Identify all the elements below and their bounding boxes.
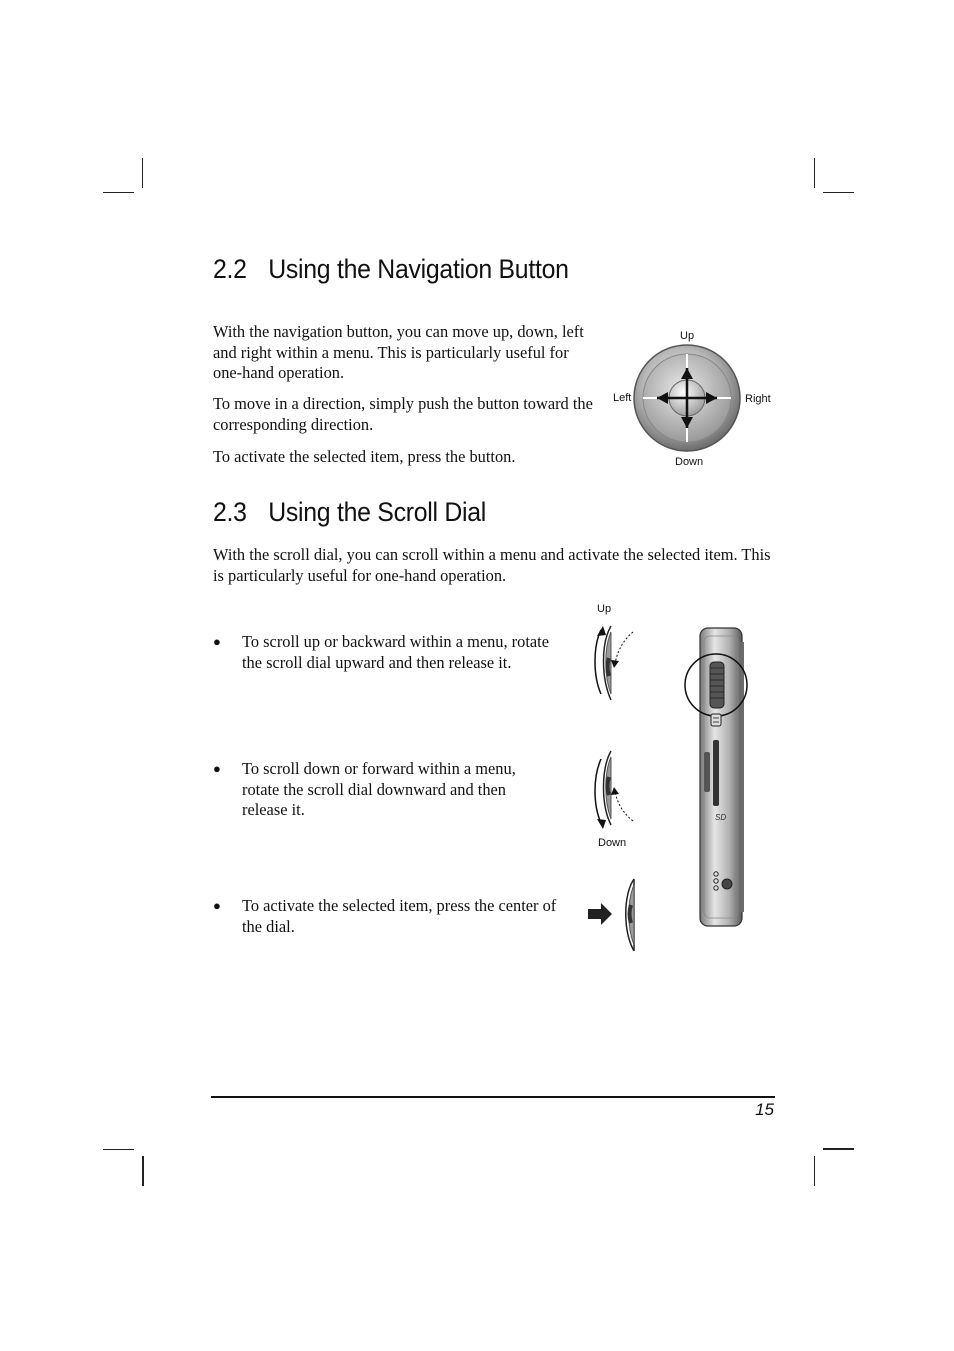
nav-label-down: Down xyxy=(675,456,704,468)
section-heading-scroll-dial xyxy=(213,497,486,528)
crop-mark xyxy=(103,1149,134,1150)
scroll-dial-press-illustration xyxy=(585,875,645,955)
nav-label-right: Right xyxy=(745,393,771,405)
nav-label-left: Left xyxy=(613,392,632,404)
nav-label-up: Up xyxy=(680,330,695,342)
section-number: 2.2 xyxy=(213,254,247,284)
bullet-glyph: ● xyxy=(213,761,221,776)
crop-mark xyxy=(823,1148,854,1150)
section-title: Using the Scroll Dial xyxy=(268,497,487,527)
bullet-text: To scroll up or backward within a menu, rotate the scroll dial upward and then release it. xyxy=(242,632,549,672)
crop-mark xyxy=(814,1156,815,1186)
svg-text:SD: SD xyxy=(715,813,727,822)
crop-mark xyxy=(814,158,815,188)
scroll-dial-up-illustration xyxy=(585,618,645,708)
bullet-text: To activate the selected item, press the center of the dial. xyxy=(242,896,557,936)
page-number: 15 xyxy=(755,1100,774,1119)
scroll-label-down: Down xyxy=(598,837,627,849)
bullet-text: To scroll down or forward within a menu, rotate the scroll dial downward and then release it. xyxy=(242,759,516,819)
section-heading-navigation xyxy=(213,254,569,285)
section-title: Using the Navigation Button xyxy=(268,254,569,284)
crop-mark xyxy=(103,192,134,193)
scroll-intro-paragraph: With the scroll dial, you can scroll within a menu and activate the selected item. This is particularly useful for one-hand operation. xyxy=(213,545,771,585)
nav-paragraph-2: To move in a direction, simply push the button toward the corresponding direction. xyxy=(213,394,593,434)
bullet-glyph: ● xyxy=(213,634,221,649)
navigation-button-illustration xyxy=(628,340,748,460)
device-side-view-illustration xyxy=(682,622,762,932)
crop-mark xyxy=(142,158,143,188)
bullet-glyph: ● xyxy=(213,898,221,913)
nav-paragraph-3: To activate the selected item, press the button. xyxy=(213,447,516,466)
crop-mark xyxy=(823,192,854,193)
scroll-label-up: Up xyxy=(597,603,612,615)
section-number: 2.3 xyxy=(213,497,247,527)
footer-rule xyxy=(211,1096,775,1098)
crop-mark xyxy=(142,1156,144,1186)
nav-paragraph-1: With the navigation button, you can move up, down, left and right within a menu. This is particularly useful for one-hand operation. xyxy=(213,322,584,382)
scroll-dial-down-illustration xyxy=(585,745,645,835)
